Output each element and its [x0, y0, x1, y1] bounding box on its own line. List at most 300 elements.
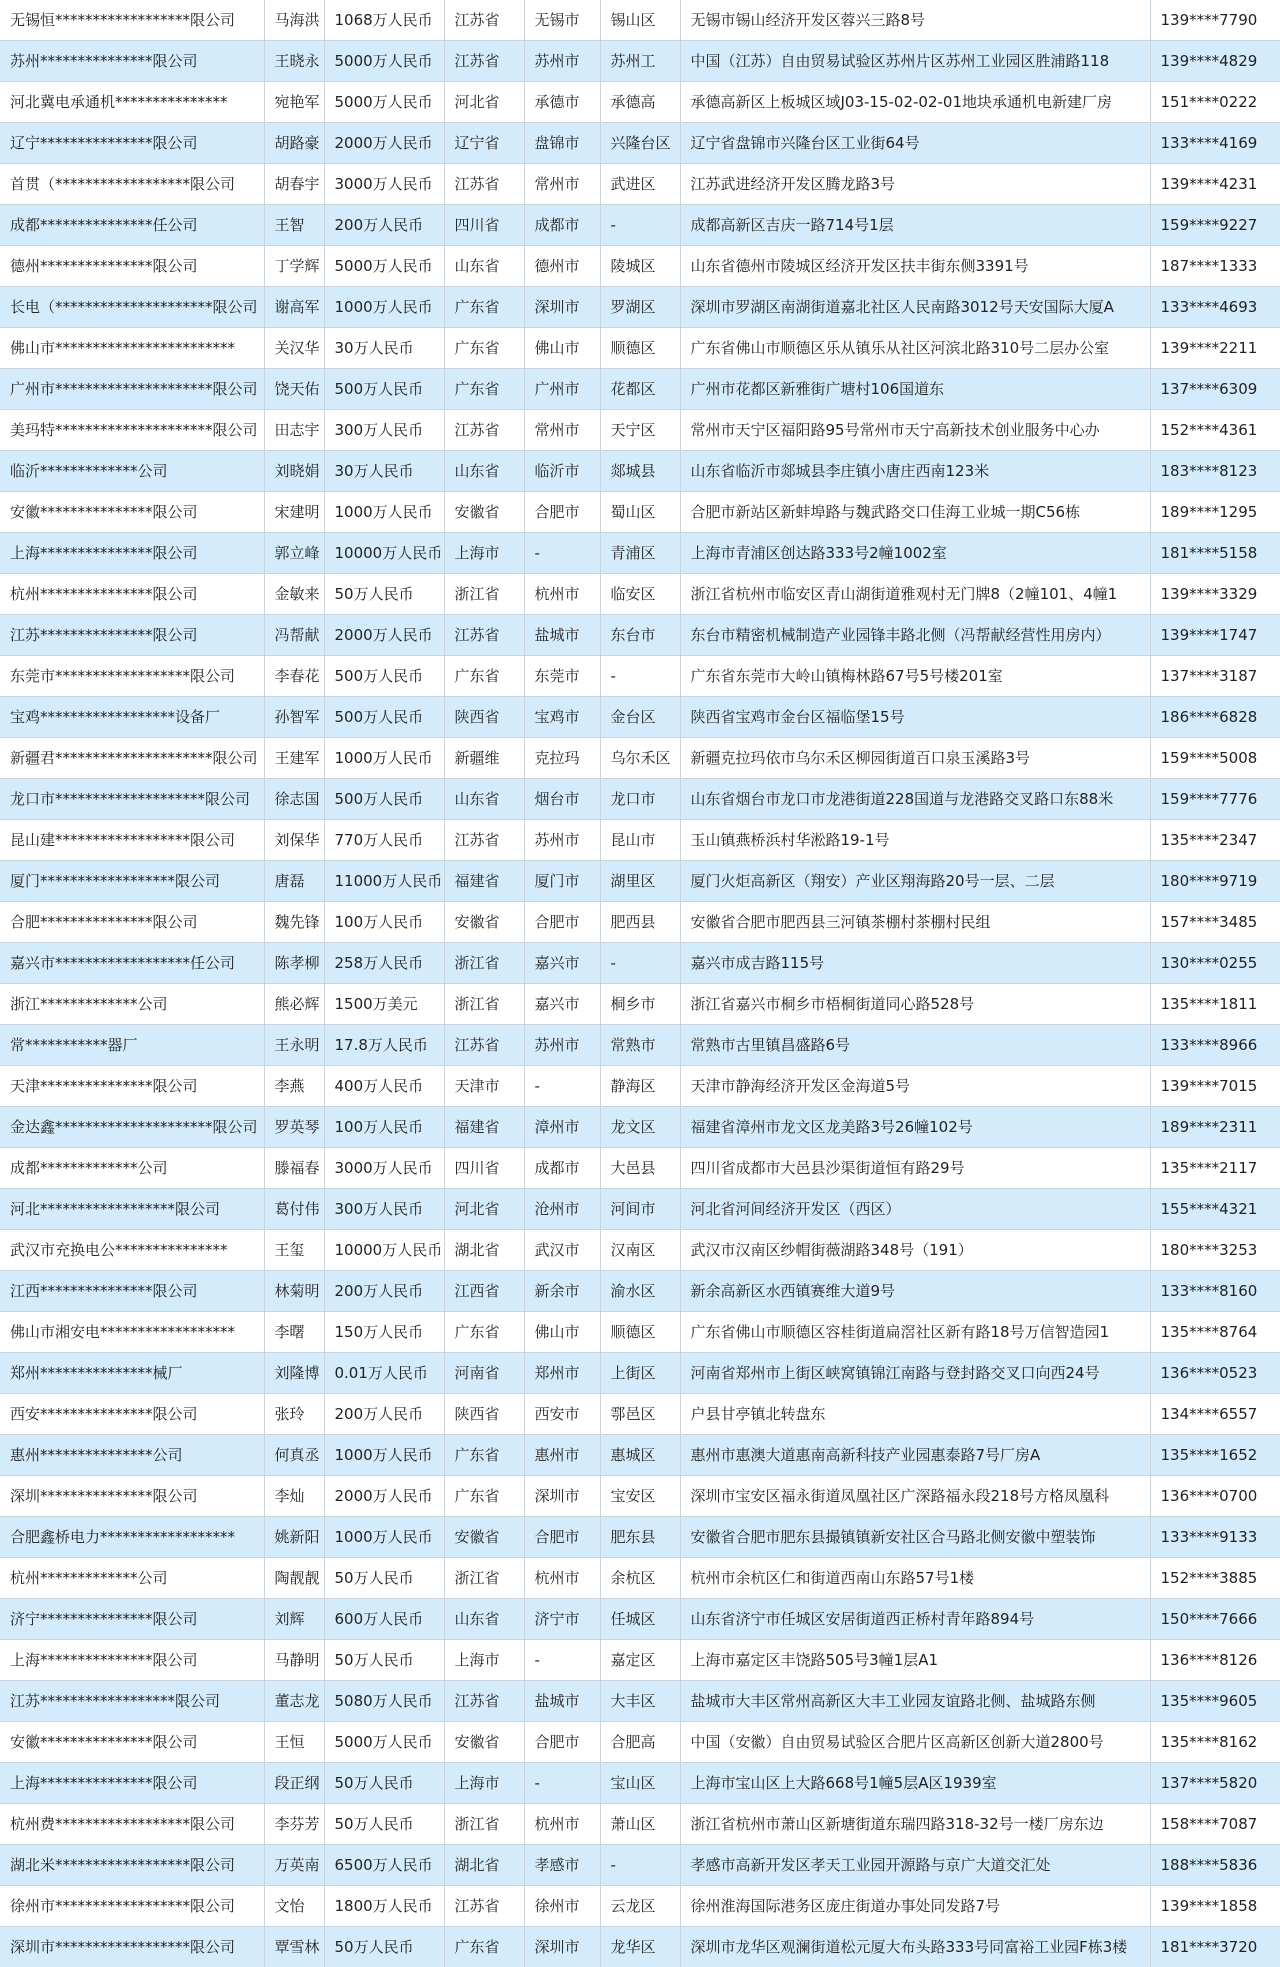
cell-province: 广东省: [444, 1435, 524, 1476]
cell-company: 杭州费******************限公司: [0, 1804, 264, 1845]
cell-phone: 159****7776: [1150, 779, 1280, 820]
cell-company: 新疆君*********************限公司: [0, 738, 264, 779]
table-row: [0, 738, 1280, 779]
cell-province: 上海市: [444, 1763, 524, 1804]
cell-legal-rep: 马静明: [264, 1640, 324, 1681]
cell-phone: 136****0700: [1150, 1476, 1280, 1517]
cell-city: 漳州市: [524, 1107, 600, 1148]
cell-address: 新疆克拉玛依市乌尔禾区柳园街道百口泉玉溪路3号: [680, 738, 1150, 779]
cell-address: 山东省济宁市任城区安居街道西正桥村青年路894号: [680, 1599, 1150, 1640]
cell-capital: 200万人民币: [324, 205, 444, 246]
cell-company: 首贯（******************限公司: [0, 164, 264, 205]
cell-address: 安徽省合肥市肥西县三河镇茶棚村茶棚村民组: [680, 902, 1150, 943]
cell-capital: 200万人民币: [324, 1394, 444, 1435]
cell-company: 徐州市******************限公司: [0, 1886, 264, 1927]
cell-city: 苏州市: [524, 1025, 600, 1066]
cell-city: 合肥市: [524, 1517, 600, 1558]
cell-capital: 11000万人民币: [324, 861, 444, 902]
cell-address: 广东省佛山市顺德区乐从镇乐从社区河滨北路310号二层办公室: [680, 328, 1150, 369]
cell-capital: 10000万人民币: [324, 1230, 444, 1271]
cell-district: 嘉定区: [600, 1640, 680, 1681]
cell-district: 合肥高: [600, 1722, 680, 1763]
cell-district: 云龙区: [600, 1886, 680, 1927]
cell-company: 无锡恒******************限公司: [0, 0, 264, 41]
cell-legal-rep: 冯帮献: [264, 615, 324, 656]
cell-address: 山东省德州市陵城区经济开发区扶丰街东侧3391号: [680, 246, 1150, 287]
cell-district: 兴隆台区: [600, 123, 680, 164]
table-row: [0, 1148, 1280, 1189]
cell-legal-rep: 宛艳军: [264, 82, 324, 123]
cell-city: 成都市: [524, 1148, 600, 1189]
cell-phone: 159****5008: [1150, 738, 1280, 779]
cell-legal-rep: 王建军: [264, 738, 324, 779]
table-row: [0, 1599, 1280, 1640]
cell-legal-rep: 刘晓娟: [264, 451, 324, 492]
cell-district: 顺德区: [600, 1312, 680, 1353]
cell-phone: 180****3253: [1150, 1230, 1280, 1271]
cell-capital: 300万人民币: [324, 410, 444, 451]
cell-capital: 17.8万人民币: [324, 1025, 444, 1066]
cell-phone: 186****6828: [1150, 697, 1280, 738]
table-row: [0, 1804, 1280, 1845]
table-row: [0, 1025, 1280, 1066]
cell-capital: 5000万人民币: [324, 246, 444, 287]
cell-capital: 500万人民币: [324, 779, 444, 820]
cell-phone: 181****5158: [1150, 533, 1280, 574]
cell-phone: 188****5836: [1150, 1845, 1280, 1886]
cell-company: 江苏******************限公司: [0, 1681, 264, 1722]
table-row: [0, 574, 1280, 615]
table-row: [0, 1230, 1280, 1271]
cell-phone: 139****7790: [1150, 0, 1280, 41]
cell-capital: 2000万人民币: [324, 1476, 444, 1517]
cell-legal-rep: 熊必辉: [264, 984, 324, 1025]
table-row: [0, 1640, 1280, 1681]
cell-phone: 133****8160: [1150, 1271, 1280, 1312]
cell-city: 惠州市: [524, 1435, 600, 1476]
cell-legal-rep: 胡春宇: [264, 164, 324, 205]
cell-province: 安徽省: [444, 1517, 524, 1558]
cell-district: 金台区: [600, 697, 680, 738]
cell-city: -: [524, 1066, 600, 1107]
cell-legal-rep: 马海洪: [264, 0, 324, 41]
cell-province: 四川省: [444, 205, 524, 246]
cell-capital: 5080万人民币: [324, 1681, 444, 1722]
cell-phone: 157****3485: [1150, 902, 1280, 943]
cell-city: 西安市: [524, 1394, 600, 1435]
cell-phone: 159****9227: [1150, 205, 1280, 246]
cell-legal-rep: 姚新阳: [264, 1517, 324, 1558]
cell-capital: 1500万美元: [324, 984, 444, 1025]
cell-phone: 133****8966: [1150, 1025, 1280, 1066]
cell-legal-rep: 唐磊: [264, 861, 324, 902]
cell-legal-rep: 王恒: [264, 1722, 324, 1763]
cell-capital: 5000万人民币: [324, 1722, 444, 1763]
cell-city: 沧州市: [524, 1189, 600, 1230]
cell-company: 安徽***************限公司: [0, 492, 264, 533]
table-row: [0, 1353, 1280, 1394]
cell-city: 杭州市: [524, 574, 600, 615]
cell-company: 上海***************限公司: [0, 533, 264, 574]
cell-district: -: [600, 656, 680, 697]
cell-province: 浙江省: [444, 574, 524, 615]
cell-capital: 400万人民币: [324, 1066, 444, 1107]
cell-address: 河南省郑州市上街区峡窝镇锦江南路与登封路交叉口向西24号: [680, 1353, 1150, 1394]
cell-district: 龙口市: [600, 779, 680, 820]
cell-legal-rep: 李燕: [264, 1066, 324, 1107]
cell-district: 上街区: [600, 1353, 680, 1394]
cell-company: 上海***************限公司: [0, 1640, 264, 1681]
cell-phone: 139****2211: [1150, 328, 1280, 369]
cell-district: 罗湖区: [600, 287, 680, 328]
cell-capital: 100万人民币: [324, 1107, 444, 1148]
cell-address: 无锡市锡山经济开发区蓉兴三路8号: [680, 0, 1150, 41]
cell-capital: 500万人民币: [324, 369, 444, 410]
table-row: [0, 1476, 1280, 1517]
cell-legal-rep: 李春花: [264, 656, 324, 697]
cell-address: 上海市宝山区上大路668号1幢5层A区1939室: [680, 1763, 1150, 1804]
cell-company: 长电（*********************限公司: [0, 287, 264, 328]
cell-company: 东莞市******************限公司: [0, 656, 264, 697]
cell-phone: 139****4829: [1150, 41, 1280, 82]
cell-address: 浙江省杭州市萧山区新塘街道东瑞四路318-32号一楼厂房东边: [680, 1804, 1150, 1845]
cell-phone: 135****2347: [1150, 820, 1280, 861]
cell-address: 上海市青浦区创达路333号2幢1002室: [680, 533, 1150, 574]
cell-company: 成都*************公司: [0, 1148, 264, 1189]
cell-province: 安徽省: [444, 492, 524, 533]
cell-legal-rep: 徐志国: [264, 779, 324, 820]
cell-address: 盐城市大丰区常州高新区大丰工业园友谊路北侧、盐城路东侧: [680, 1681, 1150, 1722]
cell-district: 任城区: [600, 1599, 680, 1640]
cell-city: 新余市: [524, 1271, 600, 1312]
table-row: [0, 328, 1280, 369]
cell-company: 深圳市******************限公司: [0, 1927, 264, 1967]
cell-province: 湖北省: [444, 1845, 524, 1886]
cell-legal-rep: 田志宇: [264, 410, 324, 451]
cell-district: 汉南区: [600, 1230, 680, 1271]
cell-legal-rep: 谢高军: [264, 287, 324, 328]
cell-capital: 1000万人民币: [324, 738, 444, 779]
table-row: [0, 779, 1280, 820]
cell-district: 宝山区: [600, 1763, 680, 1804]
cell-province: 江苏省: [444, 1681, 524, 1722]
cell-address: 上海市嘉定区丰饶路505号3幢1层A1: [680, 1640, 1150, 1681]
cell-capital: 5000万人民币: [324, 41, 444, 82]
cell-city: 苏州市: [524, 820, 600, 861]
cell-phone: 139****1858: [1150, 1886, 1280, 1927]
cell-phone: 181****3720: [1150, 1927, 1280, 1967]
cell-company: 深圳***************限公司: [0, 1476, 264, 1517]
cell-city: 深圳市: [524, 1927, 600, 1967]
cell-province: 广东省: [444, 328, 524, 369]
cell-company: 河北******************限公司: [0, 1189, 264, 1230]
table-row: [0, 1312, 1280, 1353]
cell-province: 广东省: [444, 1312, 524, 1353]
cell-city: 合肥市: [524, 492, 600, 533]
cell-city: 常州市: [524, 164, 600, 205]
cell-province: 江苏省: [444, 1025, 524, 1066]
cell-city: 东莞市: [524, 656, 600, 697]
cell-district: 常熟市: [600, 1025, 680, 1066]
cell-company: 临沂*************公司: [0, 451, 264, 492]
table-row: [0, 1517, 1280, 1558]
cell-district: 苏州工: [600, 41, 680, 82]
cell-district: 惠城区: [600, 1435, 680, 1476]
cell-capital: 50万人民币: [324, 574, 444, 615]
cell-phone: 189****2311: [1150, 1107, 1280, 1148]
cell-phone: 155****4321: [1150, 1189, 1280, 1230]
cell-address: 四川省成都市大邑县沙渠街道恒有路29号: [680, 1148, 1150, 1189]
cell-district: 顺德区: [600, 328, 680, 369]
cell-legal-rep: 宋建明: [264, 492, 324, 533]
cell-company: 西安***************限公司: [0, 1394, 264, 1435]
cell-company: 天津***************限公司: [0, 1066, 264, 1107]
table-row: [0, 1681, 1280, 1722]
cell-company: 安徽***************限公司: [0, 1722, 264, 1763]
table-row: [0, 369, 1280, 410]
cell-city: 郑州市: [524, 1353, 600, 1394]
cell-capital: 100万人民币: [324, 902, 444, 943]
cell-company: 河北冀电承通机***************: [0, 82, 264, 123]
cell-city: 嘉兴市: [524, 984, 600, 1025]
cell-address: 孝感市高新开发区孝天工业园开源路与京广大道交汇处: [680, 1845, 1150, 1886]
table-row: [0, 861, 1280, 902]
cell-address: 常熟市古里镇昌盛路6号: [680, 1025, 1150, 1066]
cell-district: 湖里区: [600, 861, 680, 902]
cell-company: 金达鑫*********************限公司: [0, 1107, 264, 1148]
cell-city: 苏州市: [524, 41, 600, 82]
cell-district: 鄠邑区: [600, 1394, 680, 1435]
cell-company: 杭州***************限公司: [0, 574, 264, 615]
cell-legal-rep: 王晓永: [264, 41, 324, 82]
cell-district: 宝安区: [600, 1476, 680, 1517]
cell-district: 静海区: [600, 1066, 680, 1107]
cell-address: 中国（安徽）自由贸易试验区合肥片区高新区创新大道2800号: [680, 1722, 1150, 1763]
cell-phone: 135****8764: [1150, 1312, 1280, 1353]
cell-province: 江苏省: [444, 1886, 524, 1927]
cell-legal-rep: 孙智军: [264, 697, 324, 738]
cell-legal-rep: 陈孝柳: [264, 943, 324, 984]
cell-capital: 1068万人民币: [324, 0, 444, 41]
cell-province: 福建省: [444, 1107, 524, 1148]
cell-district: 陵城区: [600, 246, 680, 287]
cell-district: 龙文区: [600, 1107, 680, 1148]
cell-province: 山东省: [444, 1599, 524, 1640]
cell-province: 江西省: [444, 1271, 524, 1312]
cell-company: 苏州***************限公司: [0, 41, 264, 82]
cell-address: 陕西省宝鸡市金台区福临堡15号: [680, 697, 1150, 738]
cell-city: 烟台市: [524, 779, 600, 820]
cell-capital: 50万人民币: [324, 1927, 444, 1967]
cell-capital: 6500万人民币: [324, 1845, 444, 1886]
cell-phone: 183****8123: [1150, 451, 1280, 492]
cell-legal-rep: 张玲: [264, 1394, 324, 1435]
cell-province: 山东省: [444, 779, 524, 820]
cell-province: 福建省: [444, 861, 524, 902]
table-row: [0, 82, 1280, 123]
cell-phone: 133****4693: [1150, 287, 1280, 328]
cell-city: 杭州市: [524, 1804, 600, 1845]
cell-city: 合肥市: [524, 902, 600, 943]
cell-capital: 30万人民币: [324, 328, 444, 369]
cell-address: 深圳市罗湖区南湖街道嘉北社区人民南路3012号天安国际大厦A: [680, 287, 1150, 328]
cell-province: 新疆维: [444, 738, 524, 779]
cell-address: 中国（江苏）自由贸易试验区苏州片区苏州工业园区胜浦路118: [680, 41, 1150, 82]
cell-city: -: [524, 1640, 600, 1681]
table-row: [0, 1927, 1280, 1967]
cell-capital: 5000万人民币: [324, 82, 444, 123]
cell-phone: 137****3187: [1150, 656, 1280, 697]
cell-company: 武汉市充换电公***************: [0, 1230, 264, 1271]
cell-city: 常州市: [524, 410, 600, 451]
cell-province: 天津市: [444, 1066, 524, 1107]
table-row: [0, 820, 1280, 861]
cell-district: 肥东县: [600, 1517, 680, 1558]
cell-city: 盐城市: [524, 615, 600, 656]
cell-address: 深圳市龙华区观澜街道松元厦大布头路333号同富裕工业园F栋3楼: [680, 1927, 1150, 1967]
cell-district: 大邑县: [600, 1148, 680, 1189]
cell-province: 江苏省: [444, 820, 524, 861]
cell-phone: 136****0523: [1150, 1353, 1280, 1394]
cell-capital: 50万人民币: [324, 1804, 444, 1845]
cell-phone: 139****7015: [1150, 1066, 1280, 1107]
cell-address: 成都高新区吉庆一路714号1层: [680, 205, 1150, 246]
cell-address: 武汉市汉南区纱帽街薇湖路348号（191）: [680, 1230, 1150, 1271]
cell-district: 锡山区: [600, 0, 680, 41]
cell-company: 合肥***************限公司: [0, 902, 264, 943]
cell-phone: 135****1652: [1150, 1435, 1280, 1476]
cell-capital: 1000万人民币: [324, 1435, 444, 1476]
table-row: [0, 492, 1280, 533]
cell-address: 杭州市余杭区仁和街道西南山东路57号1楼: [680, 1558, 1150, 1599]
cell-capital: 50万人民币: [324, 1763, 444, 1804]
cell-company: 湖北米******************限公司: [0, 1845, 264, 1886]
cell-company: 德州***************限公司: [0, 246, 264, 287]
cell-address: 天津市静海经济开发区金海道5号: [680, 1066, 1150, 1107]
cell-district: -: [600, 943, 680, 984]
cell-phone: 137****6309: [1150, 369, 1280, 410]
cell-capital: 2000万人民币: [324, 615, 444, 656]
cell-capital: 1000万人民币: [324, 1517, 444, 1558]
cell-district: 天宁区: [600, 410, 680, 451]
cell-district: 萧山区: [600, 1804, 680, 1845]
cell-company: 美玛特*********************限公司: [0, 410, 264, 451]
table-row: [0, 205, 1280, 246]
table-row: [0, 1763, 1280, 1804]
cell-city: 杭州市: [524, 1558, 600, 1599]
cell-legal-rep: 罗英琴: [264, 1107, 324, 1148]
cell-address: 承德高新区上板城区域J03-15-02-02-01地块承通机电新建厂房: [680, 82, 1150, 123]
table-row: [0, 1271, 1280, 1312]
cell-phone: 133****4169: [1150, 123, 1280, 164]
table-row: [0, 1886, 1280, 1927]
cell-phone: 137****5820: [1150, 1763, 1280, 1804]
cell-legal-rep: 刘辉: [264, 1599, 324, 1640]
cell-company: 常***********器厂: [0, 1025, 264, 1066]
cell-city: 德州市: [524, 246, 600, 287]
cell-city: 盘锦市: [524, 123, 600, 164]
cell-district: 乌尔禾区: [600, 738, 680, 779]
cell-legal-rep: 关汉华: [264, 328, 324, 369]
cell-capital: 3000万人民币: [324, 1148, 444, 1189]
cell-legal-rep: 王永明: [264, 1025, 324, 1066]
cell-district: 龙华区: [600, 1927, 680, 1967]
cell-city: 嘉兴市: [524, 943, 600, 984]
cell-district: 肥西县: [600, 902, 680, 943]
cell-province: 江苏省: [444, 0, 524, 41]
cell-district: 河间市: [600, 1189, 680, 1230]
cell-capital: 30万人民币: [324, 451, 444, 492]
table-row: [0, 943, 1280, 984]
cell-province: 广东省: [444, 656, 524, 697]
cell-province: 江苏省: [444, 410, 524, 451]
cell-city: -: [524, 1763, 600, 1804]
cell-province: 山东省: [444, 451, 524, 492]
cell-capital: 500万人民币: [324, 656, 444, 697]
cell-legal-rep: 郭立峰: [264, 533, 324, 574]
cell-province: 广东省: [444, 369, 524, 410]
cell-province: 浙江省: [444, 943, 524, 984]
cell-phone: 134****6557: [1150, 1394, 1280, 1435]
cell-capital: 200万人民币: [324, 1271, 444, 1312]
cell-legal-rep: 葛付伟: [264, 1189, 324, 1230]
table-row: [0, 1722, 1280, 1763]
cell-company: 厦门******************限公司: [0, 861, 264, 902]
cell-province: 广东省: [444, 1476, 524, 1517]
cell-city: 无锡市: [524, 0, 600, 41]
cell-city: 宝鸡市: [524, 697, 600, 738]
cell-province: 上海市: [444, 1640, 524, 1681]
cell-phone: 139****4231: [1150, 164, 1280, 205]
cell-capital: 50万人民币: [324, 1558, 444, 1599]
cell-legal-rep: 胡路豪: [264, 123, 324, 164]
cell-address: 东台市精密机械制造产业园锋丰路北侧（冯帮献经营性用房内）: [680, 615, 1150, 656]
cell-legal-rep: 文怡: [264, 1886, 324, 1927]
table-row: [0, 615, 1280, 656]
cell-address: 广东省佛山市顺德区容桂街道扁滘社区新有路18号万信智造园1: [680, 1312, 1150, 1353]
cell-capital: 0.01万人民币: [324, 1353, 444, 1394]
cell-phone: 152****4361: [1150, 410, 1280, 451]
cell-capital: 3000万人民币: [324, 164, 444, 205]
cell-city: 合肥市: [524, 1722, 600, 1763]
cell-address: 新余高新区水西镇赛维大道9号: [680, 1271, 1150, 1312]
cell-capital: 50万人民币: [324, 1640, 444, 1681]
cell-address: 深圳市宝安区福永街道凤凰社区广深路福永段218号方格凤凰科: [680, 1476, 1150, 1517]
cell-address: 浙江省杭州市临安区青山湖街道雅观村无门牌8（2幢101、4幢1: [680, 574, 1150, 615]
cell-company: 江苏***************限公司: [0, 615, 264, 656]
cell-company: 郑州***************械厂: [0, 1353, 264, 1394]
cell-district: -: [600, 1845, 680, 1886]
cell-legal-rep: 段正纲: [264, 1763, 324, 1804]
table-row: [0, 123, 1280, 164]
cell-company: 昆山建******************限公司: [0, 820, 264, 861]
cell-district: 武进区: [600, 164, 680, 205]
cell-district: 东台市: [600, 615, 680, 656]
cell-address: 户县甘亭镇北转盘东: [680, 1394, 1150, 1435]
cell-district: 大丰区: [600, 1681, 680, 1722]
cell-district: 临安区: [600, 574, 680, 615]
cell-province: 浙江省: [444, 1804, 524, 1845]
cell-address: 江苏武进经济开发区腾龙路3号: [680, 164, 1150, 205]
cell-address: 广东省东莞市大岭山镇梅林路67号5号楼201室: [680, 656, 1150, 697]
cell-capital: 10000万人民币: [324, 533, 444, 574]
cell-legal-rep: 金敏来: [264, 574, 324, 615]
cell-phone: 180****9719: [1150, 861, 1280, 902]
cell-phone: 187****1333: [1150, 246, 1280, 287]
table-row: [0, 287, 1280, 328]
cell-capital: 258万人民币: [324, 943, 444, 984]
cell-company: 上海***************限公司: [0, 1763, 264, 1804]
